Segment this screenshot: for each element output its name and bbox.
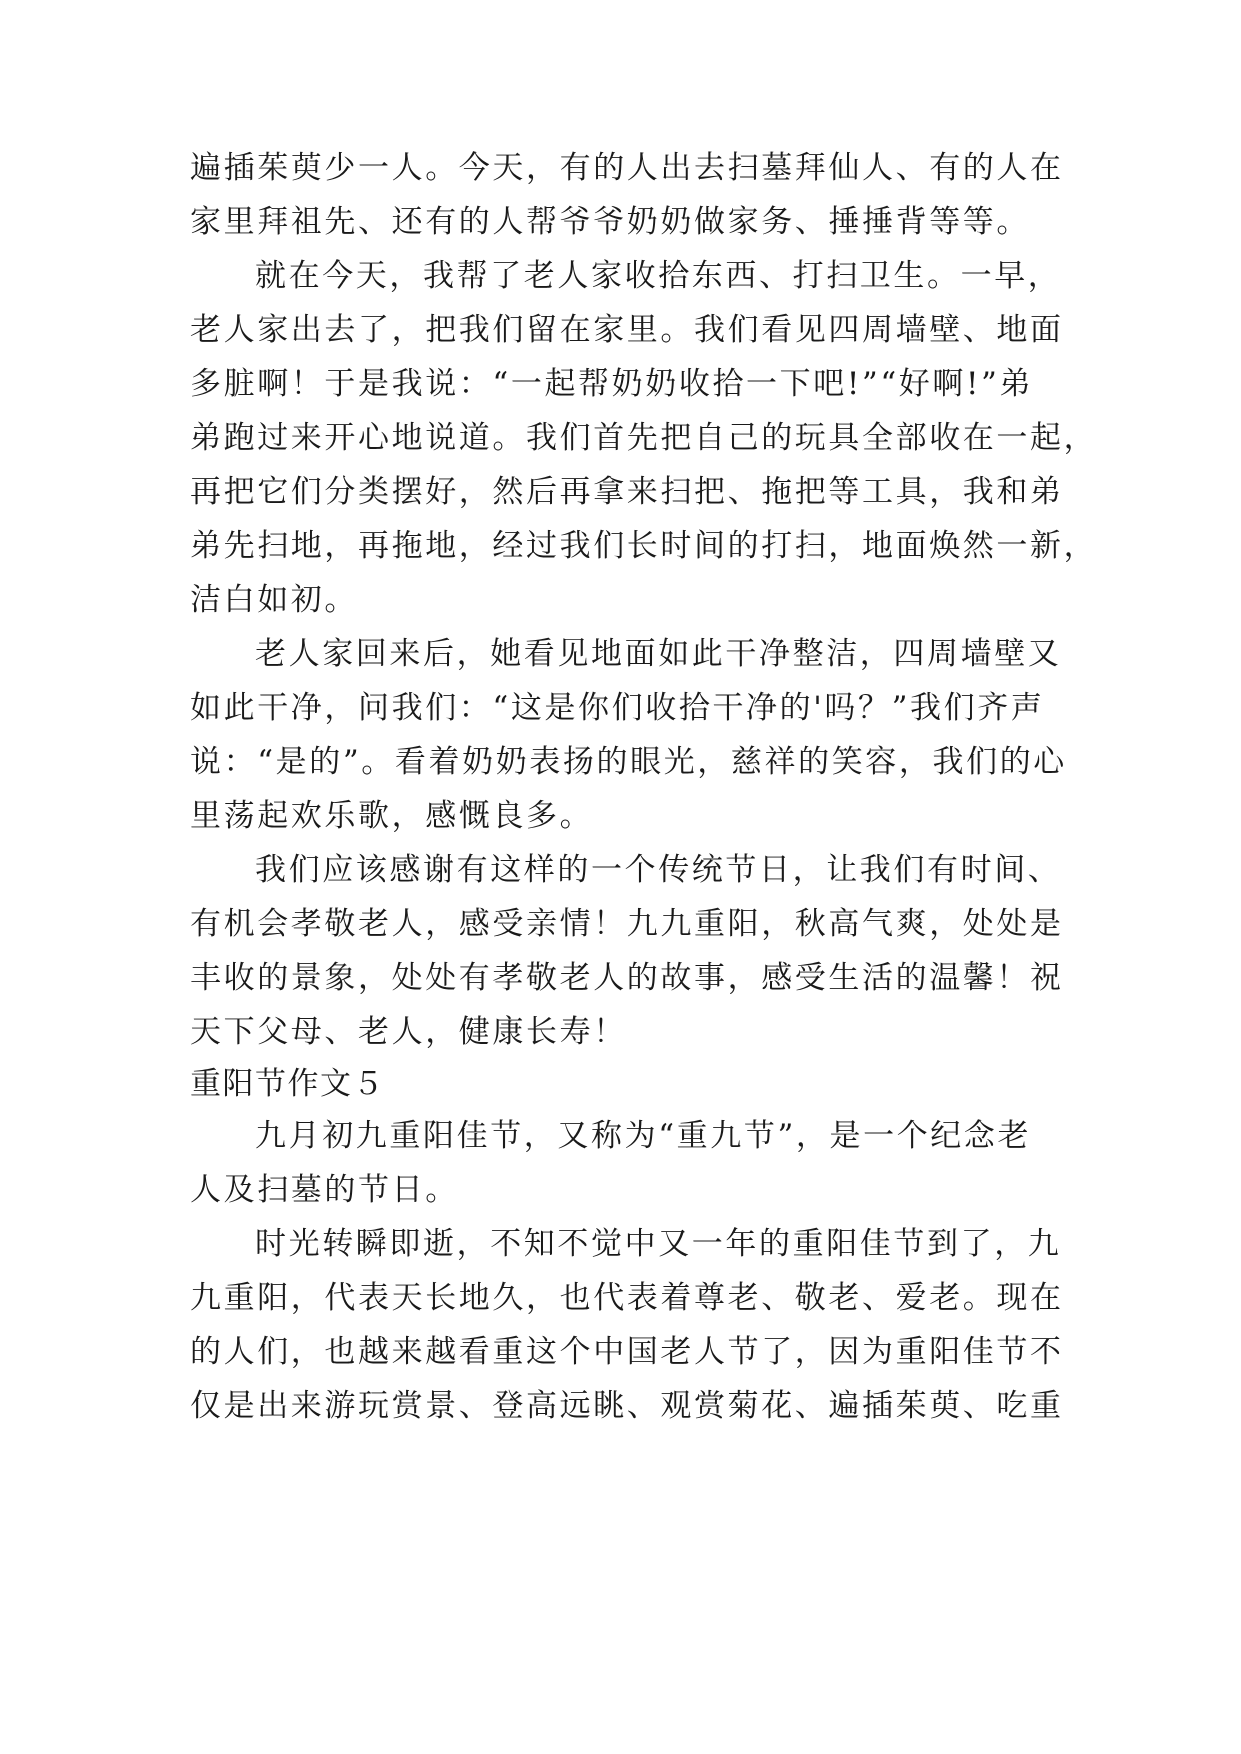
paragraph-line: 弟跑过来开心地说道。我们首先把自己的玩具全部收在一起， [190,420,1098,456]
paragraph-line: 遍插茱萸少一人。今天，有的人出去扫墓拜仙人、有的人在 [190,150,1064,186]
paragraph-line: 有机会孝敬老人，感受亲情！九九重阳，秋高气爽，处处是 [190,906,1064,942]
paragraph-line: 说：“是的”。看着奶奶表扬的眼光，慈祥的笑容，我们的心 [190,744,1067,780]
paragraph-line: 老人家回来后，她看见地面如此干净整洁，四周墙壁又 [255,636,1062,672]
paragraph-line: 老人家出去了，把我们留在家里。我们看见四周墙壁、地面 [190,312,1064,348]
section-heading: 重阳节作文５ [190,1066,385,1102]
paragraph-line: 洁白如初。 [190,582,358,618]
paragraph-line: 九重阳，代表天长地久，也代表着尊老、敬老、爱老。现在 [190,1280,1064,1316]
paragraph-line: 仅是出来游玩赏景、登高远眺、观赏菊花、遍插茱萸、吃重 [190,1388,1064,1424]
paragraph-line: 再把它们分类摆好，然后再拿来扫把、拖把等工具，我和弟 [190,474,1064,510]
paragraph-line: 如此干净，问我们：“这是你们收拾干净的'吗？”我们齐声 [190,690,1045,726]
paragraph-line: 的人们，也越来越看重这个中国老人节了，因为重阳佳节不 [190,1334,1064,1370]
paragraph-line: 丰收的景象，处处有孝敬老人的故事，感受生活的温馨！祝 [190,960,1064,996]
paragraph-line: 家里拜祖先、还有的人帮爷爷奶奶做家务、捶捶背等等。 [190,204,1030,240]
paragraph-line: 我们应该感谢有这样的一个传统节日，让我们有时间、 [255,852,1062,888]
paragraph-line: 天下父母、老人，健康长寿！ [190,1014,627,1050]
paragraph-line: 时光转瞬即逝，不知不觉中又一年的重阳佳节到了，九 [255,1226,1062,1262]
paragraph-line: 就在今天，我帮了老人家收拾东西、打扫卫生。一早， [255,258,1062,294]
paragraph-line: 弟先扫地，再拖地，经过我们长时间的打扫，地面焕然一新， [190,528,1098,564]
paragraph-line: 人及扫墓的节日。 [190,1172,459,1208]
paragraph-line: 里荡起欢乐歌，感慨良多。 [190,798,594,834]
paragraph-line: 九月初九重阳佳节，又称为“重九节”，是一个纪念老 [255,1118,1032,1154]
paragraph-line: 多脏啊！于是我说：“一起帮奶奶收拾一下吧!”“好啊!”弟 [190,366,1034,402]
